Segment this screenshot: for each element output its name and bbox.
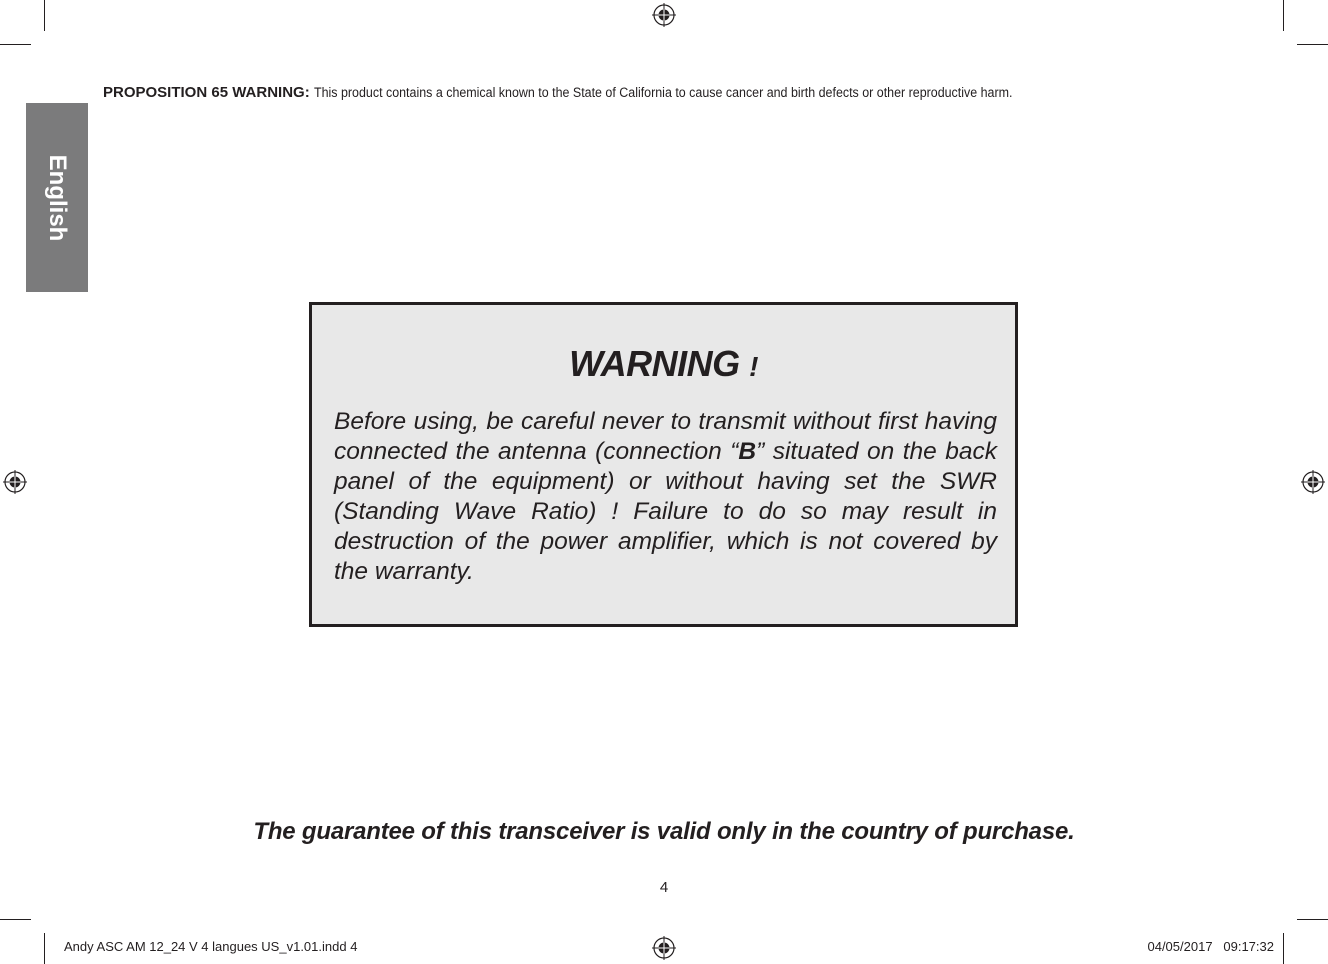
page-number: 4 (659, 879, 669, 896)
slug-date: 04/05/2017 09:17:32 (1147, 939, 1274, 954)
warning-body-end: ” situated on the back panel of the equipment) or without having set the SWR (Standing Wave Ratio) ! Failure to do so may result in destruction of the power amplifier, which is not covered by the warranty. (334, 438, 997, 585)
crop-mark-icon (1297, 44, 1328, 45)
slug-file: Andy ASC AM 12_24 V 4 langues US_v1.01.indd 4 (64, 939, 358, 954)
language-tab-label: English (44, 154, 71, 241)
crop-mark-icon (1297, 919, 1328, 920)
warning-box (309, 302, 1018, 627)
language-tab (26, 103, 88, 292)
proposition-65-warning (103, 83, 1223, 102)
crop-mark-icon (1283, 933, 1284, 964)
crop-mark-icon (0, 44, 31, 45)
warning-title-mark: ! (749, 351, 758, 382)
proposition-65-lead: PROPOSITION 65 WARNING: (103, 84, 310, 101)
crop-mark-icon (0, 919, 31, 920)
warning-title-text: WARNING (569, 343, 740, 384)
crop-mark-icon (44, 933, 45, 964)
guarantee-note: The guarantee of this transceiver is valid only in the country of purchase. (253, 818, 1075, 845)
registration-mark-icon (3, 470, 27, 494)
registration-mark-icon (1301, 470, 1325, 494)
crop-mark-icon (1283, 0, 1284, 31)
registration-mark-icon (652, 3, 676, 27)
warning-body-start: Before using, be careful never to transmit without first having connected the antenna (connection “ (334, 408, 997, 465)
warning-title (312, 343, 1015, 385)
crop-mark-icon (44, 0, 45, 31)
registration-mark-icon (652, 936, 676, 960)
proposition-65-text: This product contains a chemical known to the State of California to cause cancer and birth defects or other reproductive harm. (313, 85, 1013, 100)
warning-body-connection-letter: B (738, 438, 757, 465)
warning-body (334, 407, 997, 587)
